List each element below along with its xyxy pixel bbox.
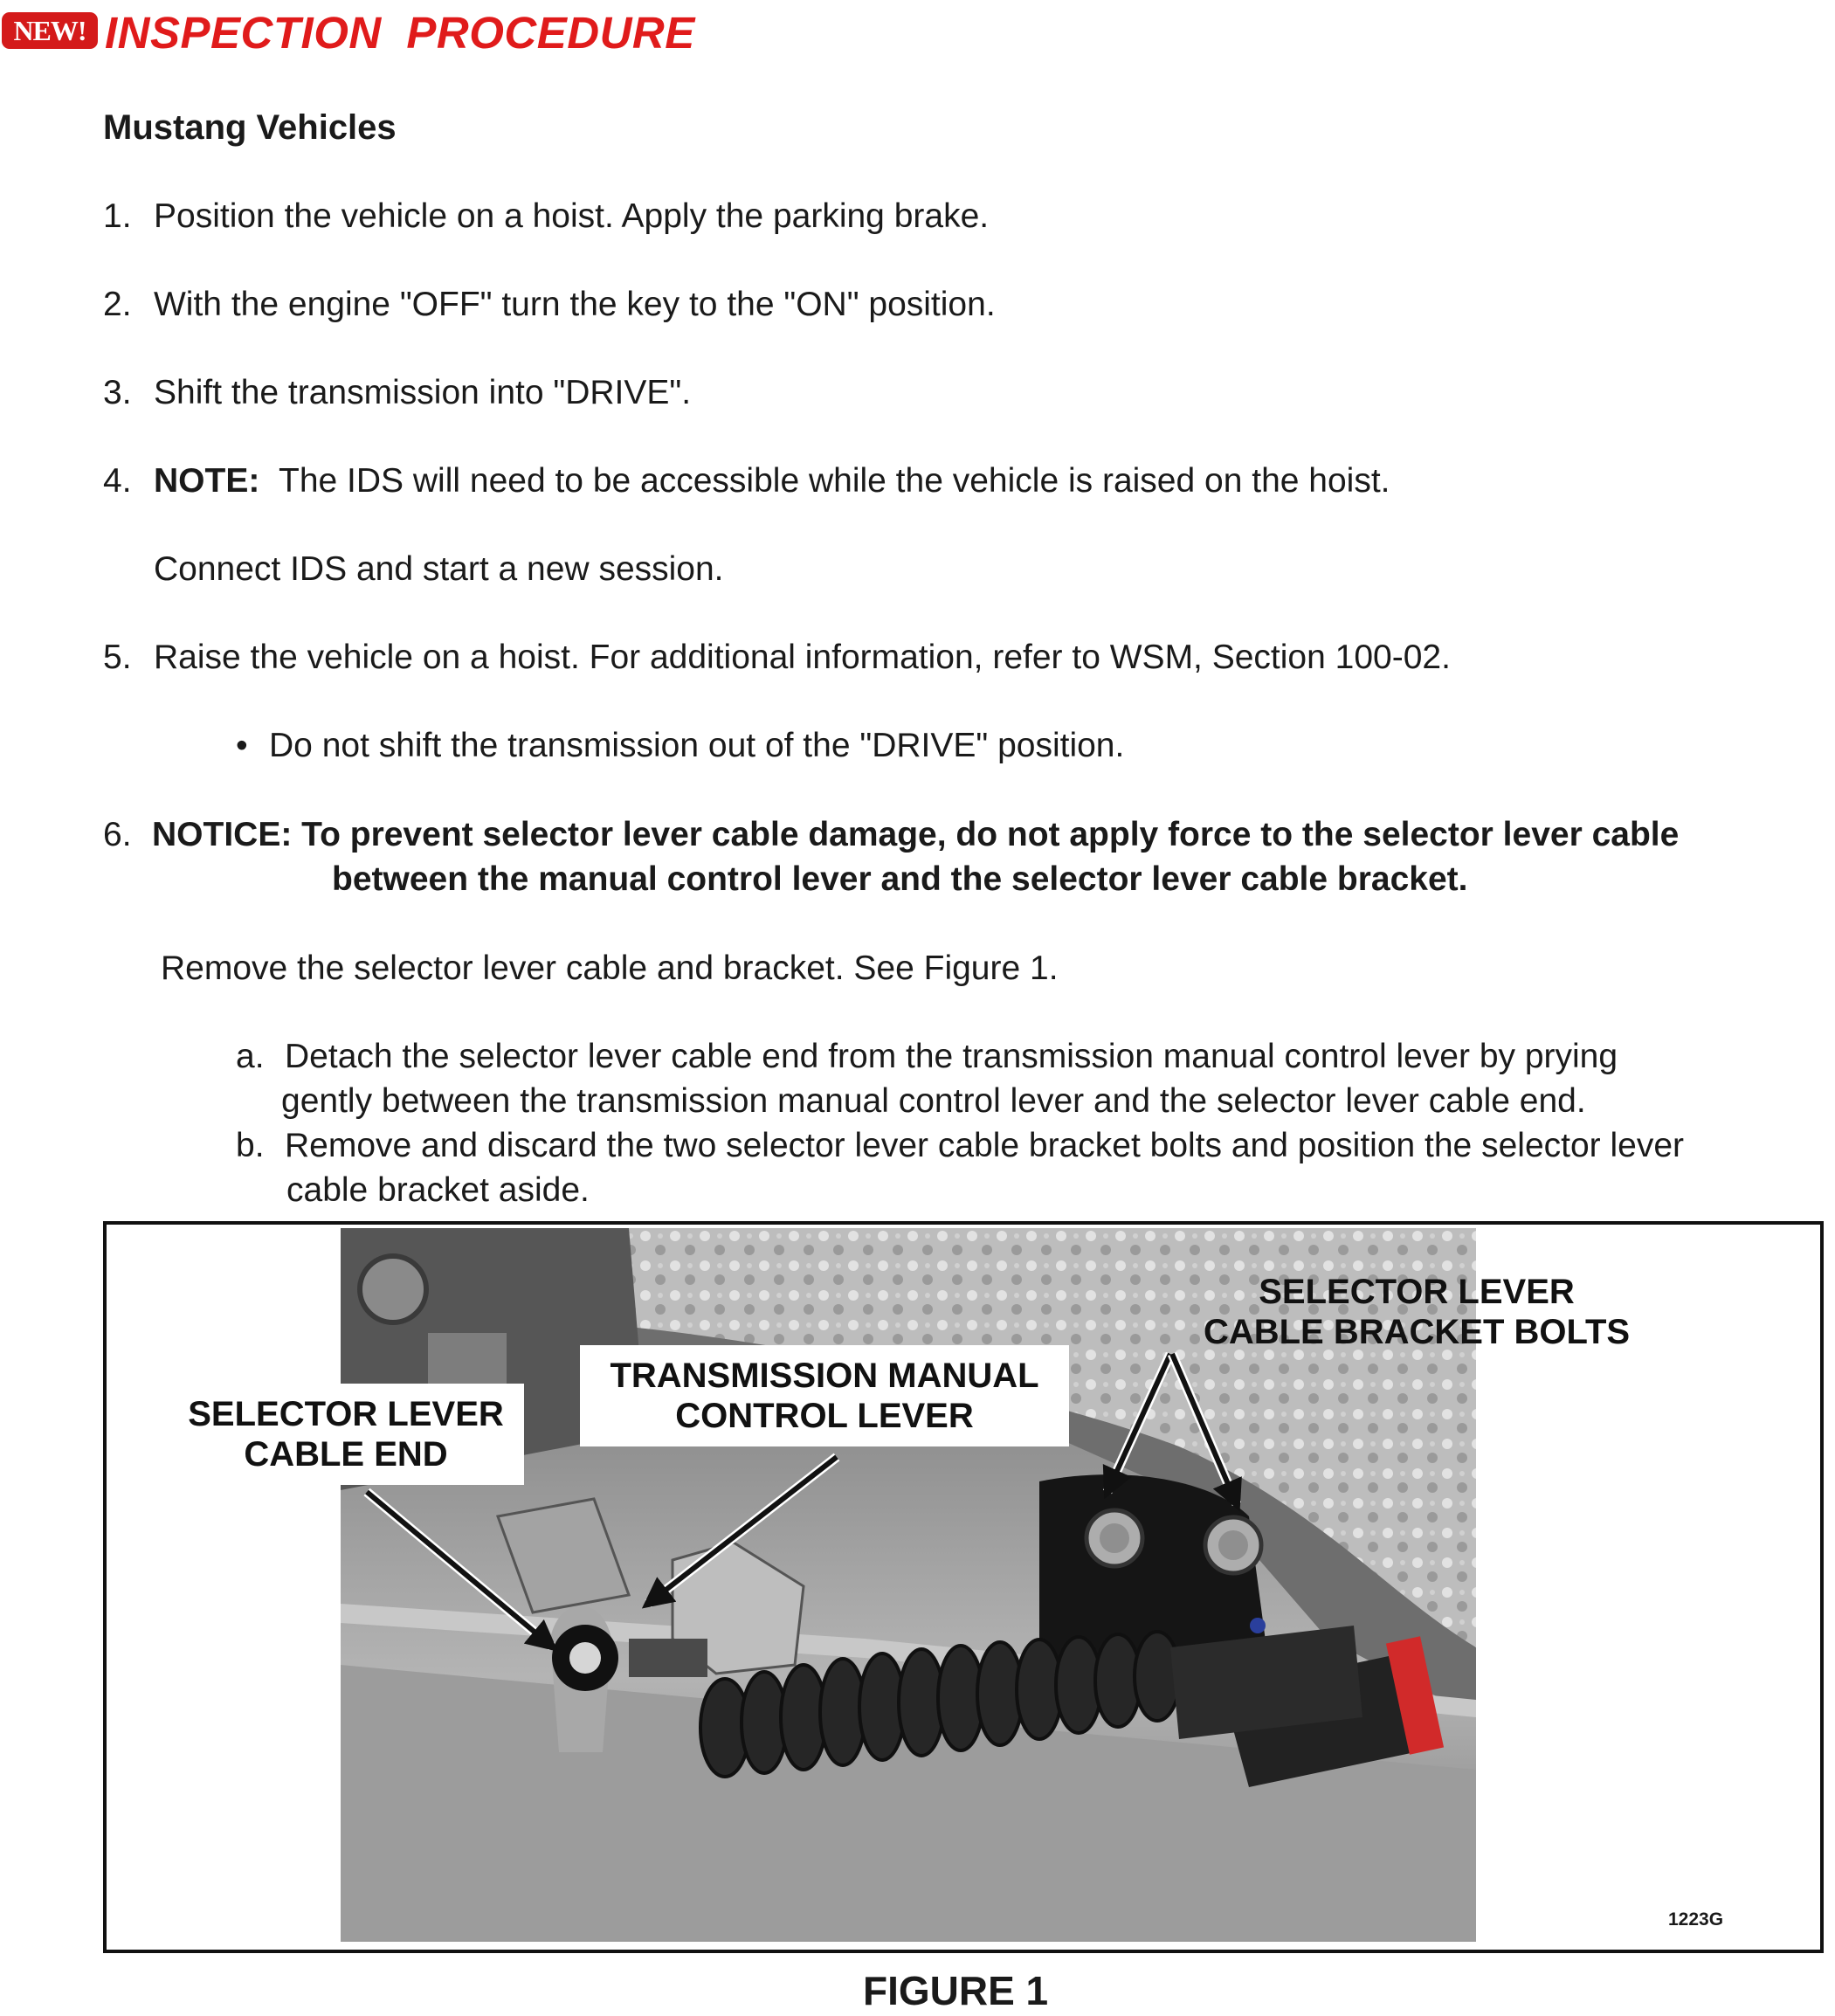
- new-badge: NEW!: [2, 12, 98, 49]
- page-title: INSPECTION PROCEDURE: [105, 8, 695, 58]
- step-3-number: 3.: [103, 374, 132, 411]
- figure-caption: FIGURE 1: [863, 1968, 1049, 2013]
- step-5-text: Raise the vehicle on a hoist. For additional information, refer to WSM, Section 100-02.: [154, 639, 1451, 676]
- section-title: Mustang Vehicles: [103, 108, 397, 147]
- substep-a-line-1: Detach the selector lever cable end from the transmission manual control lever by prying: [285, 1038, 1618, 1075]
- notice-line-1: NOTICE: To prevent selector lever cable damage, do not apply force to the selector lever cable: [152, 816, 1680, 853]
- callout-line: SELECTOR LEVER: [188, 1395, 504, 1433]
- substep-a-line-2: gently between the transmission manual control lever and the selector lever cable end.: [281, 1082, 1586, 1120]
- notice-line-2: between the manual control lever and the selector lever cable bracket.: [332, 860, 1468, 898]
- callout-line: CABLE BRACKET BOLTS: [1203, 1313, 1631, 1351]
- step-6-number: 6.: [103, 816, 132, 853]
- step-2-number: 2.: [103, 286, 132, 323]
- callout-line: CONTROL LEVER: [675, 1397, 974, 1435]
- step-5-bullet-text: Do not shift the transmission out of the "DRIVE" position.: [269, 727, 1125, 764]
- figure-code: 1223G: [1668, 1909, 1724, 1930]
- note-label: NOTE:: [154, 462, 260, 500]
- callout-line: TRANSMISSION MANUAL: [610, 1357, 1039, 1395]
- step-4-number: 4.: [103, 462, 132, 500]
- step-3-text: Shift the transmission into "DRIVE".: [154, 374, 692, 411]
- step-5-number: 5.: [103, 639, 132, 676]
- substep-b-label: b.: [236, 1127, 265, 1164]
- step-2-text: With the engine "OFF" turn the key to the "ON" position.: [154, 286, 996, 323]
- step-4-note: [154, 459, 1390, 503]
- substep-b-line-1: Remove and discard the two selector lever cable bracket bolts and position the selector lever: [285, 1127, 1685, 1164]
- substep-a-label: a.: [236, 1038, 265, 1075]
- callout-selector-lever-cable-bracket-bolts: [1155, 1267, 1679, 1357]
- step-5-bullet: •: [236, 727, 248, 764]
- substep-b-line-2: cable bracket aside.: [286, 1171, 590, 1209]
- step-4-text: Connect IDS and start a new session.: [154, 550, 724, 588]
- note-text: The IDS will need to be accessible while the vehicle is raised on the hoist.: [279, 462, 1390, 500]
- step-1-number: 1.: [103, 197, 132, 235]
- callout-line: SELECTOR LEVER: [1259, 1273, 1575, 1311]
- step-6-text: Remove the selector lever cable and bracket. See Figure 1.: [161, 949, 1059, 987]
- callout-transmission-manual-control-lever: [580, 1345, 1069, 1446]
- callout-selector-lever-cable-end: [168, 1384, 524, 1485]
- step-1-text: Position the vehicle on a hoist. Apply the parking brake.: [154, 197, 990, 235]
- callout-line: CABLE END: [244, 1435, 448, 1474]
